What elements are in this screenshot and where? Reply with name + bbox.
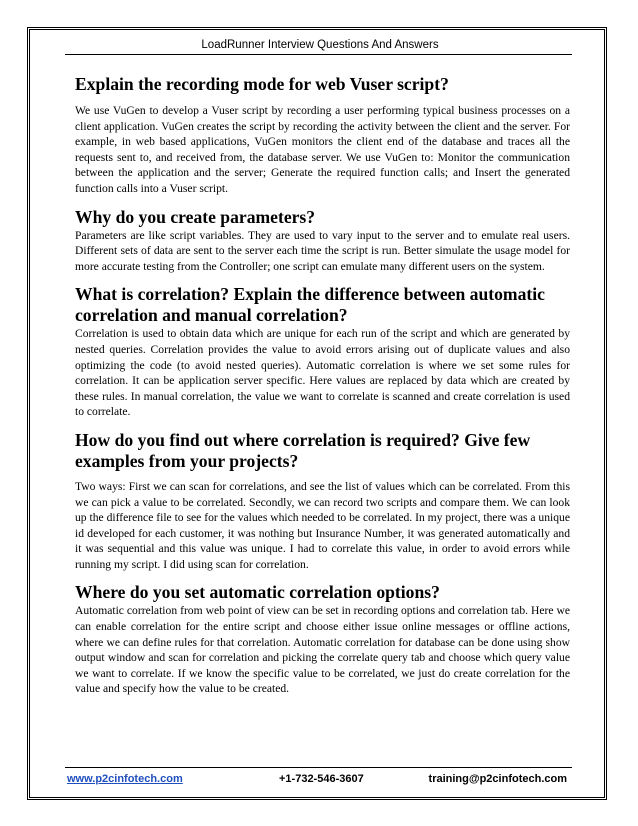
- website-link[interactable]: www.p2cinfotech.com: [67, 773, 183, 785]
- question-heading: Explain the recording mode for web Vuser script?: [75, 74, 449, 94]
- running-header: LoadRunner Interview Questions And Answers: [201, 39, 439, 51]
- page-footer: [67, 771, 567, 787]
- qa-section-correlation: [75, 284, 570, 420]
- answer-paragraph: Correlation is used to obtain data which are unique for each run of the script and which are generated by nested queries. Correlation provides the value to avoid errors arising out of duplicate values and also optimizing the code (to avoid nested queries). Automatic correlation is where we set some rules for correlation. It can be application server specific. Here values are replaced by data which are created by these rules. In manual correlation, the value we want to correlate is scanned and create correlation is used to correlate.: [75, 327, 570, 419]
- email-address: training@p2cinfotech.com: [428, 773, 567, 785]
- answer-paragraph: Automatic correlation from web point of view can be set in recording options and correlation tab. Here we can enable correlation for the entire script and choose either issue online messages or offline actions, where we can define rules for that correlation. Automatic correlation for database can be done using show output window and scan for correlation and picking the correlate query tab and choose which query value we want to correlate. If we know the specific value to be correlated, we just do create correlation for the value and specify how the value to be created.: [75, 604, 570, 696]
- phone-number: +1-732-546-3607: [279, 773, 364, 785]
- footer-divider: [65, 767, 572, 768]
- question-heading: How do you find out where correlation is required? Give few examples from your projects?: [75, 429, 531, 471]
- qa-section-parameters: [75, 207, 570, 275]
- question-heading: Where do you set automatic correlation options?: [75, 582, 440, 603]
- answer-paragraph: Two ways: First we can scan for correlations, and see the list of values which can be correlated. From this we can pick a value to be correlated. Secondly, we can record two scripts and compare them. We can look up the difference file to see for the values which needed to be correlated. In my project, there was a unique id developed for each customer, it was nothing but Insurance Number, it was generated automatically and it was sequential and this value was unique. I had to correlate this value, in order to avoid errors while running my script. I did using scan for correlation.: [75, 479, 570, 571]
- header-divider: [65, 54, 572, 55]
- question-heading: Why do you create parameters?: [75, 206, 316, 227]
- qa-section-find-correlation: [75, 430, 570, 573]
- question-heading: What is correlation? Explain the difference between automatic correlation and manual correlation?: [75, 284, 545, 326]
- qa-section-auto-correlation-options: [75, 582, 570, 697]
- answer-paragraph: Parameters are like script variables. They are used to vary input to the server and to emulate real users. Different sets of data are sent to the server each time the script is run. Better simulate the usage model for more accurate testing from the Controller; one script can emulate many different users on the system.: [75, 228, 570, 273]
- document-body: [75, 74, 570, 697]
- answer-paragraph: We use VuGen to develop a Vuser script by recording a user performing typical business processes on a client application. VuGen creates the script by recording the activity between the client and the server. For example, in web based applications, VuGen monitors the client end of the database and traces all the requests sent to, and received from, the database server. We use VuGen to: Monitor the communication between the application and the server; Generate the required function calls; and Insert the generated function calls into a Vuser script.: [75, 104, 570, 195]
- qa-section-recording-mode: [75, 74, 570, 197]
